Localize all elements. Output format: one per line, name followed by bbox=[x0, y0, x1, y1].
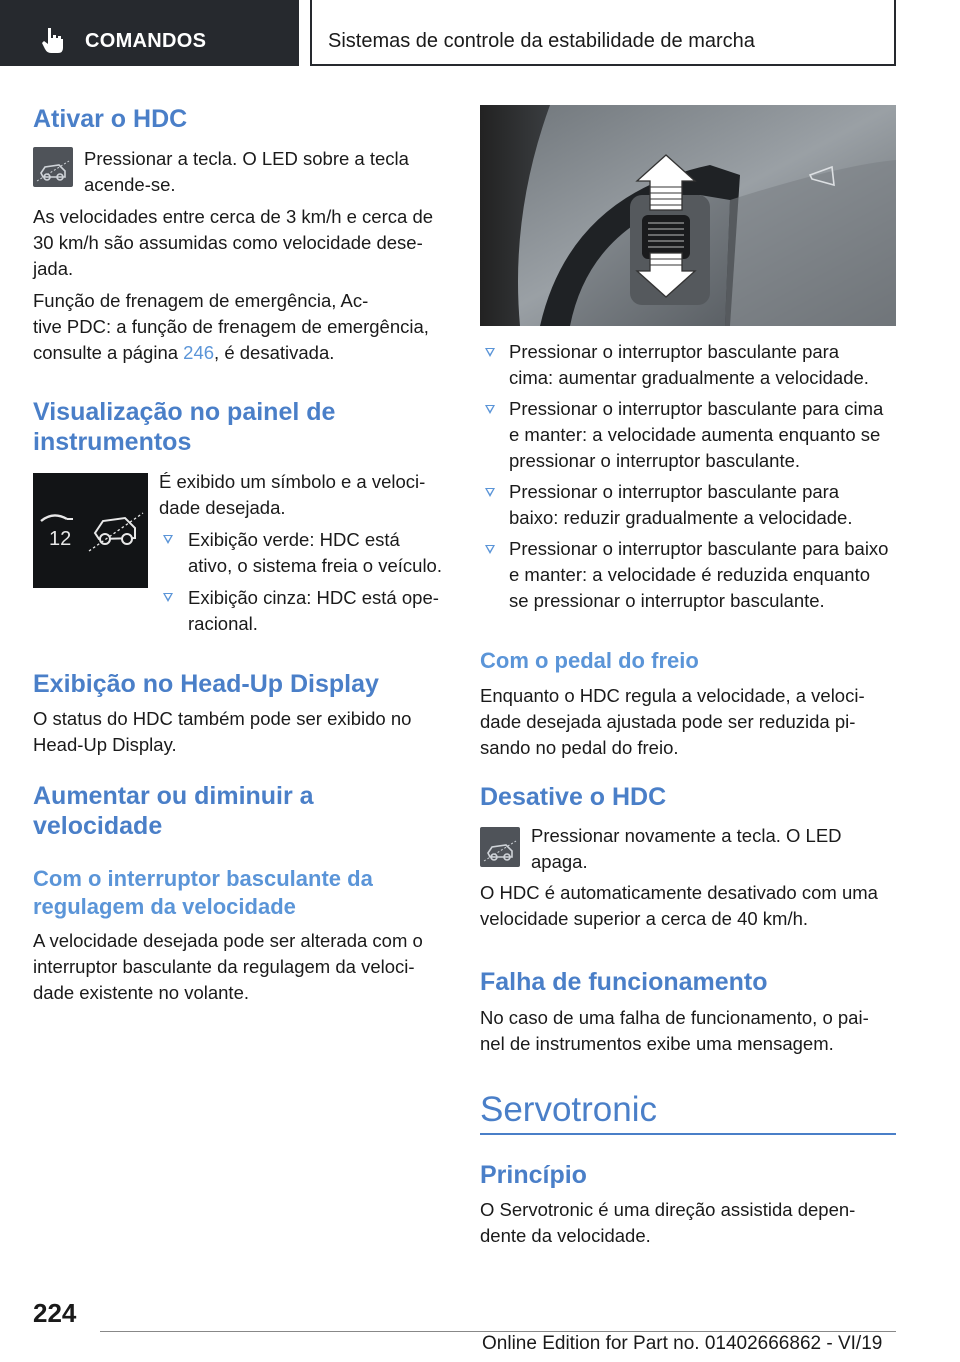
section-title-activate-hdc: Ativar o HDC bbox=[33, 105, 188, 133]
rocker-down-hold-2: e manter: a velocidade é reduzida enquanto bbox=[509, 564, 871, 585]
section-title-malfunction: Falha de funcionamento bbox=[480, 968, 768, 996]
rocker-down-hold-1: Pressionar o interruptor basculante para baixo bbox=[509, 538, 889, 559]
subsection-rocker-2: regulagem da velocidade bbox=[33, 894, 296, 919]
hdc-button-icon bbox=[480, 827, 520, 867]
brake-pedal-text-3: sando no pedal do freio. bbox=[480, 737, 679, 758]
chapter-title: Sistemas de controle da estabilidade de marcha bbox=[328, 30, 755, 52]
rocker-down-1: Pressionar o interruptor basculante para bbox=[509, 481, 840, 502]
bullet-icon bbox=[485, 545, 495, 554]
rocker-up-1: Pressionar o interruptor basculante para bbox=[509, 341, 840, 362]
speed-range-text-3: jada. bbox=[33, 258, 74, 279]
page-link-246[interactable]: 246 bbox=[183, 342, 215, 363]
display-gray-2: racional. bbox=[188, 613, 258, 634]
brake-pedal-text-1: Enquanto o HDC regula a velocidade, a veloci‐ bbox=[480, 685, 865, 706]
footer-divider bbox=[100, 1331, 896, 1332]
subsection-brake-pedal: Com o pedal do freio bbox=[480, 648, 699, 673]
bullet-icon bbox=[485, 488, 495, 497]
rocker-text-3: dade existente no volante. bbox=[33, 982, 249, 1003]
speed-range-text-1: As velocidades entre cerca de 3 km/h e cerca de bbox=[33, 206, 434, 227]
auto-deactivate-text-1: O HDC é automaticamente desativado com uma bbox=[480, 882, 878, 903]
display-intro-2: dade desejada. bbox=[159, 497, 286, 518]
section-title-display-1: Visualização no painel de bbox=[33, 398, 336, 426]
instrument-display-image bbox=[33, 473, 148, 588]
principle-text-2: dente da velocidade. bbox=[480, 1225, 651, 1246]
rocker-text-2: interruptor basculante da regulagem da veloci‐ bbox=[33, 956, 415, 977]
bullet-icon bbox=[163, 535, 173, 544]
section-title-deactivate-hdc: Desative o HDC bbox=[480, 783, 667, 811]
auto-deactivate-text-2: velocidade superior a cerca de 40 km/h. bbox=[480, 908, 809, 929]
rocker-up-hold-3: pressionar o interruptor basculante. bbox=[509, 450, 801, 471]
speed-range-text-2: 30 km/h são assumidas como velocidade dese‐ bbox=[33, 232, 423, 253]
display-green-2: ativo, o sistema freia o veículo. bbox=[188, 555, 442, 576]
brake-function-text-3b: , é desativada. bbox=[214, 342, 335, 363]
chapter-tab-label: COMANDOS bbox=[85, 30, 207, 52]
brake-function-text-3a: consulte a página bbox=[33, 342, 184, 363]
edition-text: Online Edition for Part no. 01402666862 - VI/19 bbox=[482, 1333, 883, 1354]
section-title-hud: Exibição no Head-Up Display bbox=[33, 670, 379, 698]
malfunction-text-2: nel de instrumentos exibe uma mensagem. bbox=[480, 1033, 834, 1054]
display-gray-1: Exibição cinza: HDC está ope‐ bbox=[188, 587, 439, 608]
malfunction-text-1: No caso de uma falha de funcionamento, o pai‐ bbox=[480, 1007, 869, 1028]
brake-function-text-1: Função de frenagem de emergência, Ac‐ bbox=[33, 290, 369, 311]
display-green-1: Exibição verde: HDC está bbox=[188, 529, 400, 550]
deactivate-hdc-text-2: apaga. bbox=[531, 851, 588, 872]
chapter-header bbox=[310, 0, 896, 66]
activate-hdc-text-2: acende-se. bbox=[84, 174, 176, 195]
rocker-up-hold-1: Pressionar o interruptor basculante para cima bbox=[509, 398, 884, 419]
hand-pointer-icon bbox=[40, 26, 66, 54]
section-title-display-2: instrumentos bbox=[33, 428, 192, 456]
display-speed-value: 12 bbox=[49, 528, 72, 550]
rocker-text-1: A velocidade desejada pode ser alterada com o bbox=[33, 930, 423, 951]
rocker-up-2: cima: aumentar gradualmente a velocidade. bbox=[509, 367, 869, 388]
display-intro-1: É exibido um símbolo e a veloci‐ bbox=[159, 471, 426, 492]
hdc-button-icon bbox=[33, 147, 73, 187]
deactivate-hdc-text-1: Pressionar novamente a tecla. O LED bbox=[531, 825, 842, 846]
section-title-speed-2: velocidade bbox=[33, 812, 163, 840]
principle-text-1: O Servotronic é uma direção assistida depen‐ bbox=[480, 1199, 856, 1220]
chapter-tab bbox=[0, 0, 299, 66]
section-title-speed-1: Aumentar ou diminuir a bbox=[33, 782, 314, 810]
chapter-title-servotronic: Servotronic bbox=[480, 1090, 658, 1129]
steering-wheel-rocker-photo bbox=[480, 105, 896, 326]
hud-text-2: Head-Up Display. bbox=[33, 734, 177, 755]
servotronic-divider bbox=[480, 1133, 896, 1135]
rocker-down-2: baixo: reduzir gradualmente a velocidade. bbox=[509, 507, 853, 528]
rocker-down-hold-3: se pressionar o interruptor basculante. bbox=[509, 590, 825, 611]
hud-text-1: O status do HDC também pode ser exibido no bbox=[33, 708, 412, 729]
section-title-principle: Princípio bbox=[480, 1161, 587, 1189]
rocker-up-hold-2: e manter: a velocidade aumenta enquanto se bbox=[509, 424, 881, 445]
page-number: 224 bbox=[33, 1298, 77, 1328]
subsection-rocker-1: Com o interruptor basculante da bbox=[33, 866, 373, 891]
bullet-icon bbox=[485, 348, 495, 357]
brake-pedal-text-2: dade desejada ajustada pode ser reduzida pi‐ bbox=[480, 711, 856, 732]
activate-hdc-text-1: Pressionar a tecla. O LED sobre a tecla bbox=[84, 148, 409, 169]
bullet-icon bbox=[485, 405, 495, 414]
bullet-icon bbox=[163, 593, 173, 602]
brake-function-text-3 bbox=[33, 340, 334, 366]
brake-function-text-2: tive PDC: a função de frenagem de emergência, bbox=[33, 316, 429, 337]
